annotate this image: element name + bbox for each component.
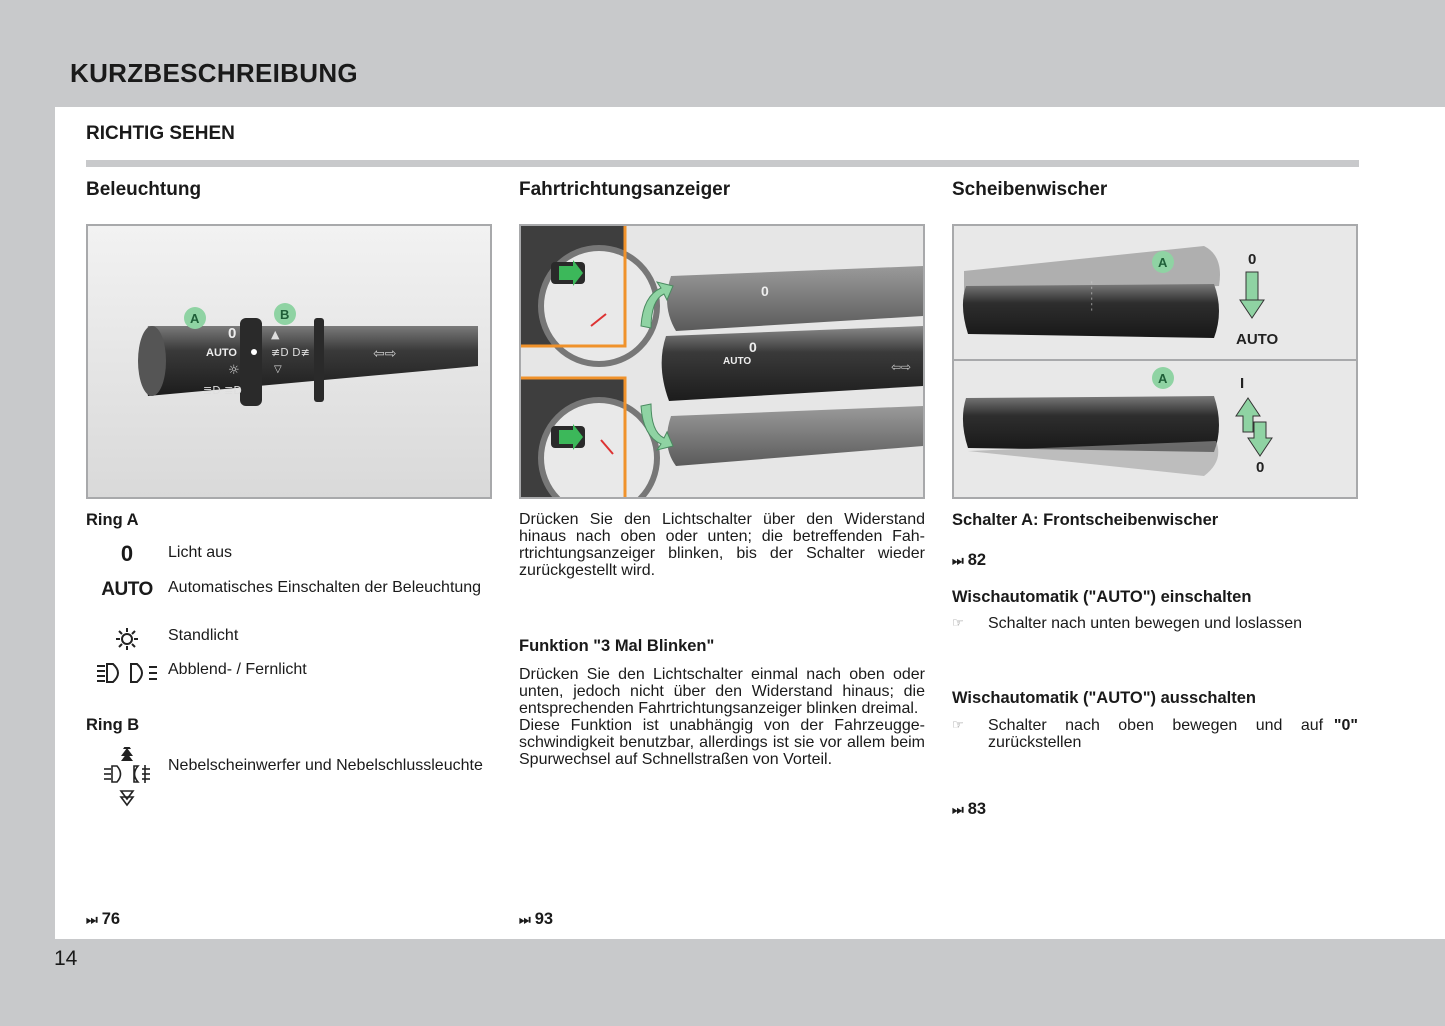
indicators-title: Fahrtrichtungsanzeiger bbox=[519, 179, 731, 200]
auto-off-text-prefix: Schalter nach oben bewegen und auf bbox=[988, 717, 1324, 734]
sidelight-icon bbox=[86, 627, 168, 656]
light-off-icon: 0 bbox=[120, 541, 134, 566]
wipers-page-ref-1[interactable] bbox=[952, 551, 986, 570]
page-ref-icon: ⏭ bbox=[519, 912, 531, 927]
page-number: 14 bbox=[54, 947, 78, 970]
fig-ring-a: A bbox=[190, 311, 200, 326]
auto-on-title: Wischautomatik ("AUTO") einschalten bbox=[952, 588, 1252, 606]
ring-a-label: Ring A bbox=[86, 511, 139, 529]
svg-text:☼: ☼ bbox=[228, 363, 240, 378]
fog-light-label: Nebelscheinwerfer und Nebelschlussleuchte bbox=[168, 757, 483, 774]
switch-a-label: Schalter A: Frontscheibenwischer bbox=[952, 511, 1219, 529]
indicators-text bbox=[519, 511, 925, 768]
fig2-off-label: 0 bbox=[749, 339, 757, 355]
fog-light-icon bbox=[86, 747, 168, 816]
light-off-label: Licht aus bbox=[168, 544, 233, 561]
fig-auto-label: AUTO bbox=[206, 347, 237, 359]
svg-text:≢D D≢: ≢D D≢ bbox=[271, 346, 310, 359]
wipers-column bbox=[952, 179, 1358, 818]
wipers-figure bbox=[952, 224, 1358, 499]
lighting-page-ref[interactable] bbox=[86, 910, 120, 929]
lighting-figure bbox=[86, 224, 492, 499]
wipers-ref-number-2: 83 bbox=[967, 800, 987, 818]
svg-text:⇦⇨: ⇦⇨ bbox=[373, 346, 397, 362]
wipers-page-ref-2[interactable] bbox=[952, 800, 986, 819]
indicators-figure bbox=[519, 224, 925, 499]
indicators-para-1: Drücken Sie den Lichtschalter über den Widerstand hinaus nach oben oder unten; die betreffenden Fahrtrichtungsanzeiger blinken, bis der Schalter wieder zurückgestellt wird. bbox=[519, 511, 925, 579]
auto-icon: AUTO bbox=[101, 579, 153, 600]
fig3-pos-auto: AUTO bbox=[1236, 331, 1279, 348]
auto-off-text-suffix: zurückstellen bbox=[988, 734, 1082, 751]
fig3-switch-a-bottom: A bbox=[1158, 371, 1168, 386]
lighting-stalk-illustration bbox=[88, 226, 490, 497]
page-ref-icon: ⏭ bbox=[86, 912, 98, 927]
indicators-column bbox=[519, 179, 925, 928]
auto-off-title: Wischautomatik ("AUTO") ausschalten bbox=[952, 689, 1257, 707]
indicators-para-2: Drücken Sie den Lichtschalter einmal nach oben oder unten, jedoch nicht über den Widerstand hinaus; die entsprechenden Fahrtrichtungsanzeiger blinken dreimal. bbox=[519, 666, 925, 717]
fig-off-label: 0 bbox=[228, 325, 237, 342]
fig3-pos-i: I bbox=[1240, 375, 1245, 392]
indicators-para-3: Diese Funktion ist unabhängig von der Fahrzeuggeschwindigkeit benutzbar, allerdings ist sie vor allem beim Spurwechsel auf Schnellstraßen von Vorteil. bbox=[519, 717, 925, 768]
wiper-stalk-illustration bbox=[954, 226, 1356, 497]
fig3-pos-0-top: 0 bbox=[1248, 251, 1257, 268]
svg-text:▲: ▲ bbox=[271, 328, 280, 341]
lighting-title: Beleuchtung bbox=[86, 179, 202, 200]
auto-light-label: Automatisches Einschalten der Beleuchtung bbox=[168, 579, 482, 596]
page-title: KURZBESCHREIBUNG bbox=[70, 58, 358, 88]
wipers-ref-number-1: 82 bbox=[967, 551, 987, 569]
indicator-stalk-illustration bbox=[521, 226, 923, 497]
three-blink-title: Funktion "3 Mal Blinken" bbox=[519, 637, 715, 655]
page-ref-icon: ⏭ bbox=[952, 802, 964, 817]
indicators-page-ref[interactable] bbox=[519, 910, 553, 929]
hand-pointer-icon: ☞ bbox=[952, 615, 964, 630]
auto-off-text bbox=[988, 717, 1358, 751]
lighting-column bbox=[86, 179, 492, 928]
svg-text:⇦⇨: ⇦⇨ bbox=[891, 360, 912, 374]
svg-text:0: 0 bbox=[761, 283, 769, 299]
headlight-label: Abblend- / Fernlicht bbox=[168, 661, 307, 678]
hand-pointer-icon: ☞ bbox=[952, 717, 964, 732]
svg-text:▽: ▽ bbox=[274, 364, 282, 375]
fig3-pos-0-bottom: 0 bbox=[1256, 459, 1265, 476]
section-title: RICHTIG SEHEN bbox=[86, 123, 235, 144]
section-divider bbox=[86, 160, 1359, 167]
lighting-ref-number: 76 bbox=[101, 910, 121, 928]
sidelight-label: Standlicht bbox=[168, 627, 239, 644]
wipers-title: Scheibenwischer bbox=[952, 179, 1108, 200]
headlight-icon bbox=[86, 661, 168, 690]
fig-ring-b: B bbox=[280, 307, 290, 322]
fig2-auto-label: AUTO bbox=[723, 356, 752, 367]
svg-text:- - - - - -: - - - - - - bbox=[1087, 280, 1096, 311]
ring-b-label: Ring B bbox=[86, 716, 140, 734]
svg-text:≣D ≣D: ≣D ≣D bbox=[203, 384, 242, 397]
auto-off-text-value: "0" bbox=[1333, 717, 1358, 734]
auto-on-text: Schalter nach unten bewegen und loslassen bbox=[988, 615, 1302, 632]
content-panel bbox=[55, 107, 1445, 939]
page-ref-icon: ⏭ bbox=[952, 553, 964, 568]
indicators-ref-number: 93 bbox=[534, 910, 554, 928]
fig3-switch-a-top: A bbox=[1158, 255, 1168, 270]
